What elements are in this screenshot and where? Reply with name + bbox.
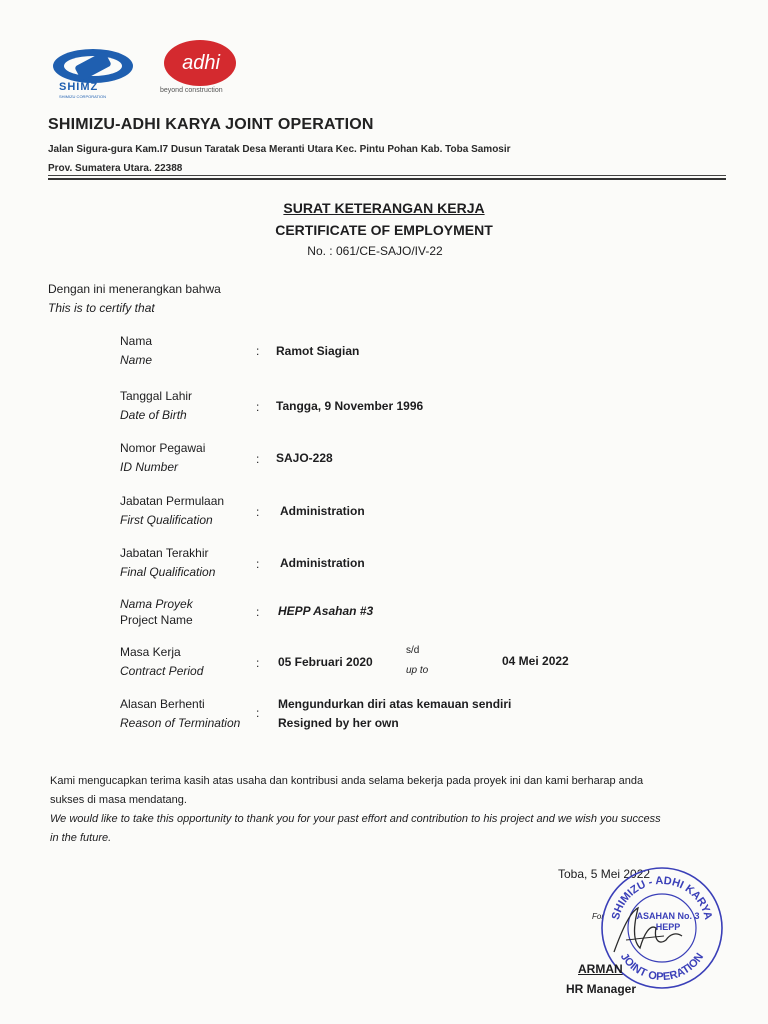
header-rule-bottom	[48, 178, 726, 180]
final-qualification-label-en: Final Qualification	[120, 565, 216, 579]
project-value: HEPP Asahan #3	[278, 604, 374, 618]
dob-label-id: Tanggal Lahir	[120, 389, 193, 403]
reason-label-en: Reason of Termination	[120, 716, 241, 730]
first-qualification-label-id: Jabatan Permulaan	[120, 494, 225, 508]
name-label-en: Name	[120, 353, 153, 367]
closing-id-line-1: Kami mengucapkan terima kasih atas usaha dan kontribusi anda selama bekerja pada proyek ini dan kami berharap anda	[50, 775, 644, 787]
first-qualification-colon: :	[256, 505, 260, 519]
adhi-logo-text: adhi	[182, 52, 220, 74]
doc-title-id: SURAT KETERANGAN KERJA	[283, 200, 485, 216]
period-sd: s/d	[406, 645, 420, 656]
name-colon: :	[256, 344, 260, 358]
reason-value-en: Resigned by her own	[278, 716, 399, 730]
period-label-en: Contract Period	[120, 664, 204, 678]
reason-value-id: Mengundurkan diri atas kemauan sendiri	[278, 697, 512, 711]
closing-paragraph-id	[50, 772, 710, 810]
signatory-name: ARMAN	[578, 962, 623, 976]
closing-en-line-1: We would like to take this opportunity to thank you for your past effort and contribution to his project and we wish you success	[50, 813, 661, 825]
address-line-1: Jalan Sigura-gura Kam.I7 Dusun Taratak Desa Meranti Utara Kec. Pintu Pohan Kab. Toba Samosir	[48, 144, 511, 155]
id-value: SAJO-228	[276, 451, 333, 465]
header-rule-top	[48, 175, 726, 176]
intro-en: This is to certify that	[48, 301, 155, 315]
shimz-logo-subtext: SHIMIZU CORPORATION	[59, 94, 107, 99]
stamp-outer-bottom: JOINT OPERATION	[617, 951, 707, 984]
closing-paragraph-en	[50, 810, 710, 848]
for-label: For	[592, 912, 604, 921]
signatory-position: HR Manager	[566, 982, 637, 996]
closing-en-line-2: in the future.	[50, 832, 112, 844]
final-qualification-value: Administration	[280, 556, 365, 570]
dob-value: Tangga, 9 November 1996	[276, 399, 424, 413]
stamp-outer-top: SHIMIZU - ADHI KARYA	[609, 874, 715, 922]
address-line-2: Prov. Sumatera Utara. 22388	[48, 163, 183, 174]
final-qualification-colon: :	[256, 557, 260, 571]
final-qualification-label-id: Jabatan Terakhir	[120, 546, 209, 560]
project-label-en: Project Name	[120, 613, 193, 627]
id-colon: :	[256, 452, 260, 466]
reason-label-id: Alasan Berhenti	[120, 697, 205, 711]
period-label-id: Masa Kerja	[120, 645, 181, 659]
stamp-center-line-1: ASAHAN No. 3	[636, 911, 700, 921]
company-name: SHIMIZU-ADHI KARYA JOINT OPERATION	[48, 116, 374, 133]
dob-label-en: Date of Birth	[120, 408, 187, 422]
closing-id-line-2: sukses di masa mendatang.	[50, 794, 187, 806]
place-date: Toba, 5 Mei 2022	[558, 867, 651, 881]
reason-colon: :	[256, 706, 260, 720]
period-colon: :	[256, 656, 260, 670]
project-colon: :	[256, 605, 260, 619]
certificate-number: No. : 061/CE-SAJO/IV-22	[307, 244, 443, 258]
period-upto: up to	[406, 665, 429, 676]
name-value: Ramot Siagian	[276, 344, 360, 358]
period-start: 05 Februari 2020	[278, 655, 373, 669]
name-label-id: Nama	[120, 334, 153, 348]
intro-id: Dengan ini menerangkan bahwa	[48, 282, 221, 296]
id-label-id: Nomor Pegawai	[120, 441, 206, 455]
adhi-logo	[158, 40, 248, 98]
dob-colon: :	[256, 400, 260, 414]
first-qualification-value: Administration	[280, 504, 365, 518]
project-label-id: Nama Proyek	[120, 597, 193, 611]
shimz-logo-text: SHIMZ	[59, 81, 99, 93]
signature-mark	[604, 900, 694, 960]
doc-title-en: CERTIFICATE OF EMPLOYMENT	[275, 222, 493, 238]
stamp-center-line-2: HEPP	[655, 922, 681, 932]
period-end: 04 Mei 2022	[502, 654, 569, 668]
adhi-logo-tagline: beyond construction	[160, 87, 223, 94]
id-label-en: ID Number	[120, 460, 179, 474]
first-qualification-label-en: First Qualification	[120, 513, 213, 527]
shimz-logo	[50, 44, 136, 100]
